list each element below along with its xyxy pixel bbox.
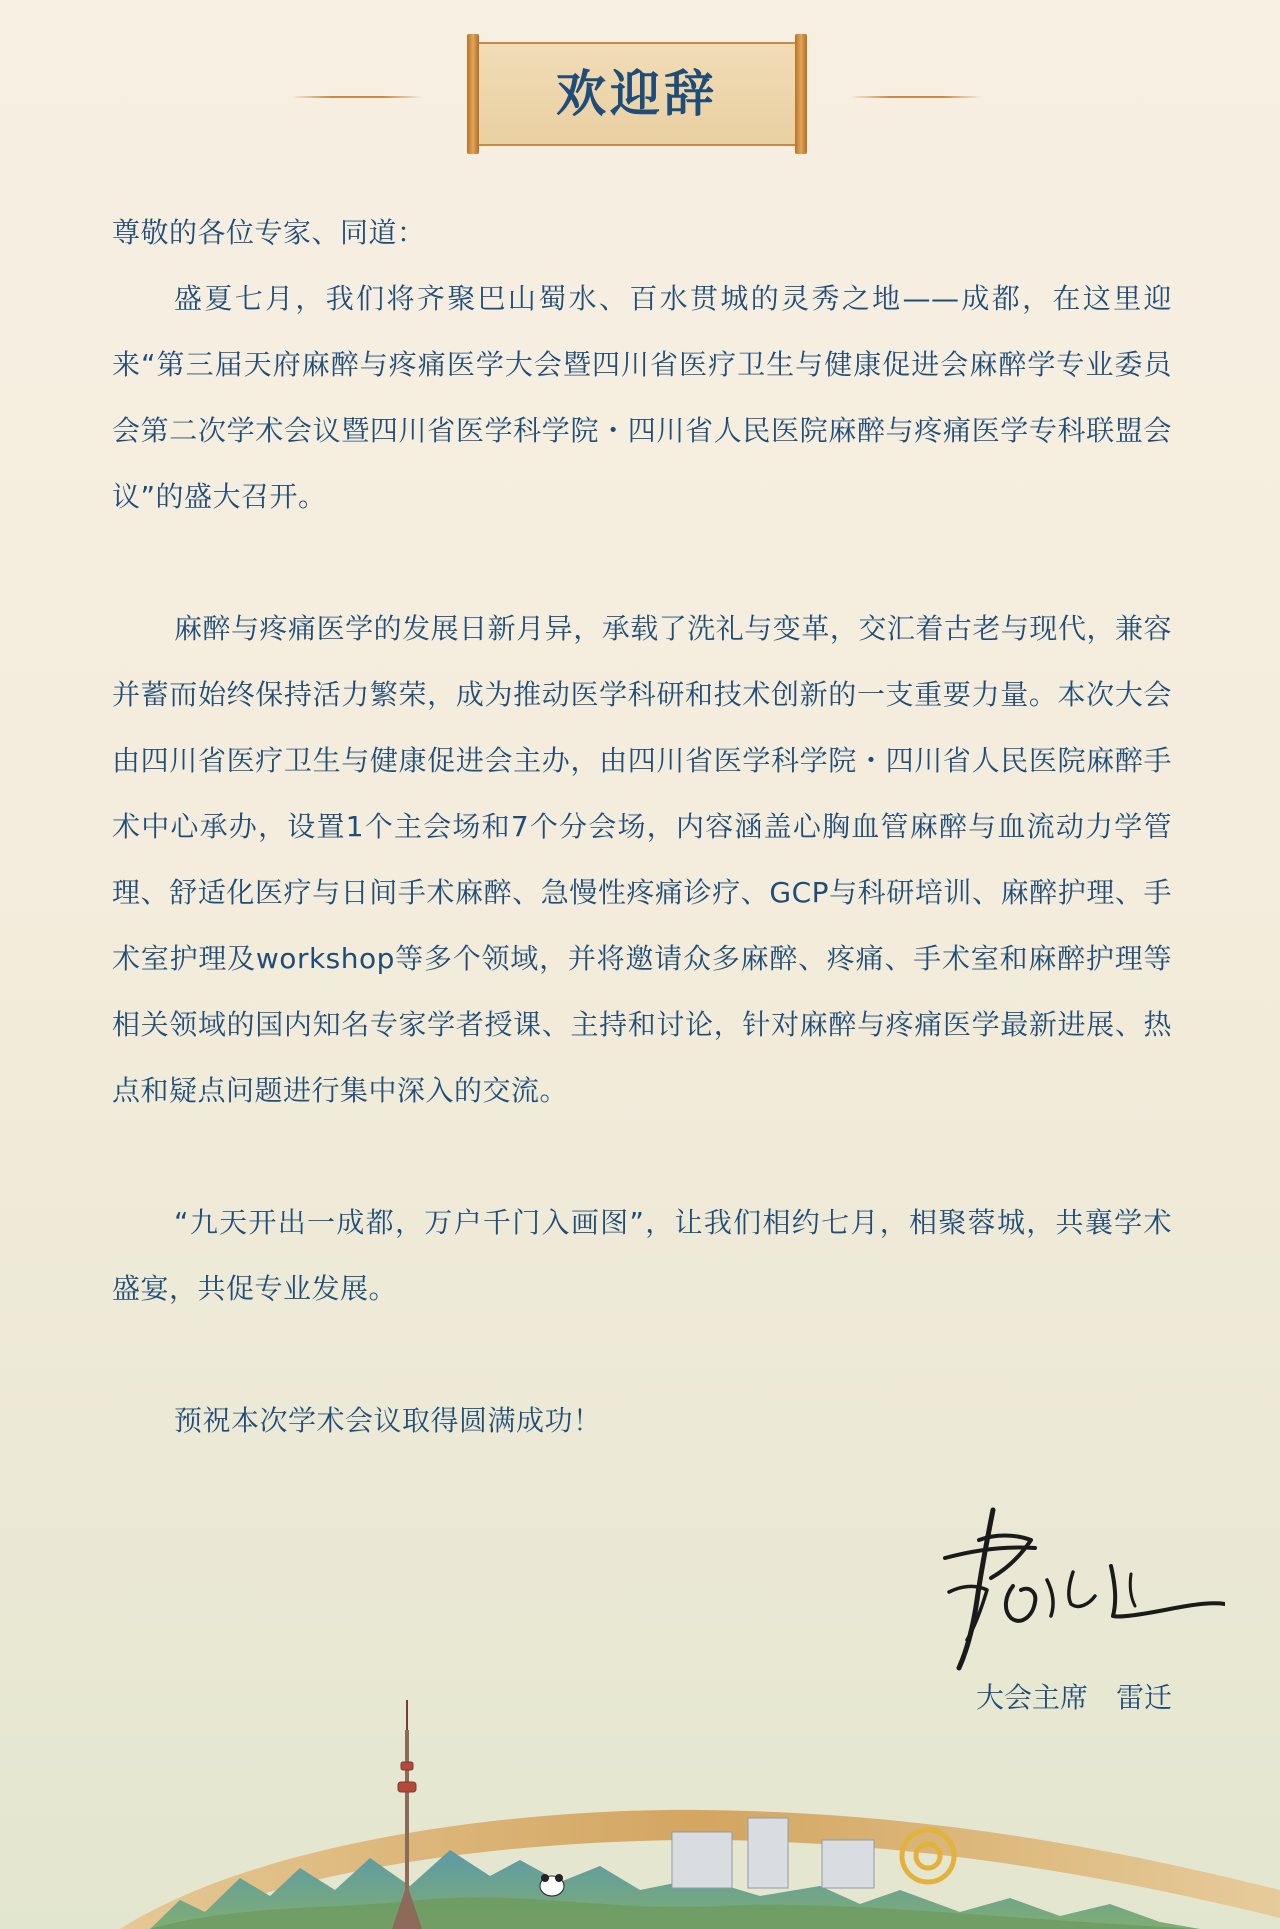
- paragraph-spacer: [112, 1322, 1172, 1388]
- welcome-letter: [112, 200, 1172, 1454]
- paragraph-2: 麻醉与疼痛医学的发展日新月异，承载了洗礼与变革，交汇着古老与现代，兼容并蓄而始终保持活力繁荣，成为推动医学科研和技术创新的一支重要力量。本次大会由四川省医疗卫生与健康促进会主办，由四川省医学科学院・四川省人民医院麻醉手术中心承办，设置1个主会场和7个分会场，内容涵盖心胸血管麻醉与血流动力学管理、舒适化医疗与日间手术麻醉、急慢性疼痛诊疗、GCP与科研培训、麻醉护理、手术室护理及workshop等多个领域，并将邀请众多麻醉、疼痛、手术室和麻醉护理等相关领域的国内知名专家学者授课、主持和讨论，针对麻醉与疼痛医学最新进展、热点和疑点问题进行集中深入的交流。: [112, 612, 1172, 1107]
- paragraph-spacer: [112, 530, 1172, 596]
- title-deco-line-right: [850, 96, 982, 98]
- title-banner: [0, 34, 1280, 156]
- paragraph-3: “九天开出一成都，万户千门入画图”，让我们相约七月，相聚蓉城，共襄学术盛宴，共促专业发展。: [112, 1206, 1172, 1305]
- page-title: 欢迎辞: [556, 64, 718, 123]
- salutation: 尊敬的各位专家、同道：: [112, 216, 426, 249]
- closing-wish: 预祝本次学术会议取得圆满成功！: [174, 1404, 602, 1437]
- landscape-illustration: [0, 1690, 1280, 1929]
- paragraph-spacer: [112, 1124, 1172, 1190]
- scroll-rod-left: [467, 34, 479, 154]
- panda: [540, 1874, 564, 1896]
- paragraph-1: 盛夏七月，我们将齐聚巴山蜀水、百水贯城的灵秀之地——成都，在这里迎来“第三届天府麻醉与疼痛医学大会暨四川省医疗卫生与健康促进会麻醉学专业委员会第二次学术会议暨四川省医学科学院・四川省人民医院麻醉与疼痛医学专科联盟会议”的盛大召开。: [112, 282, 1172, 513]
- title-deco-line-left: [291, 96, 423, 98]
- signer-name: 大会主席 雷迁: [975, 1681, 1172, 1714]
- scroll-rod-right: [795, 34, 807, 154]
- handwritten-signature: [935, 1500, 1225, 1680]
